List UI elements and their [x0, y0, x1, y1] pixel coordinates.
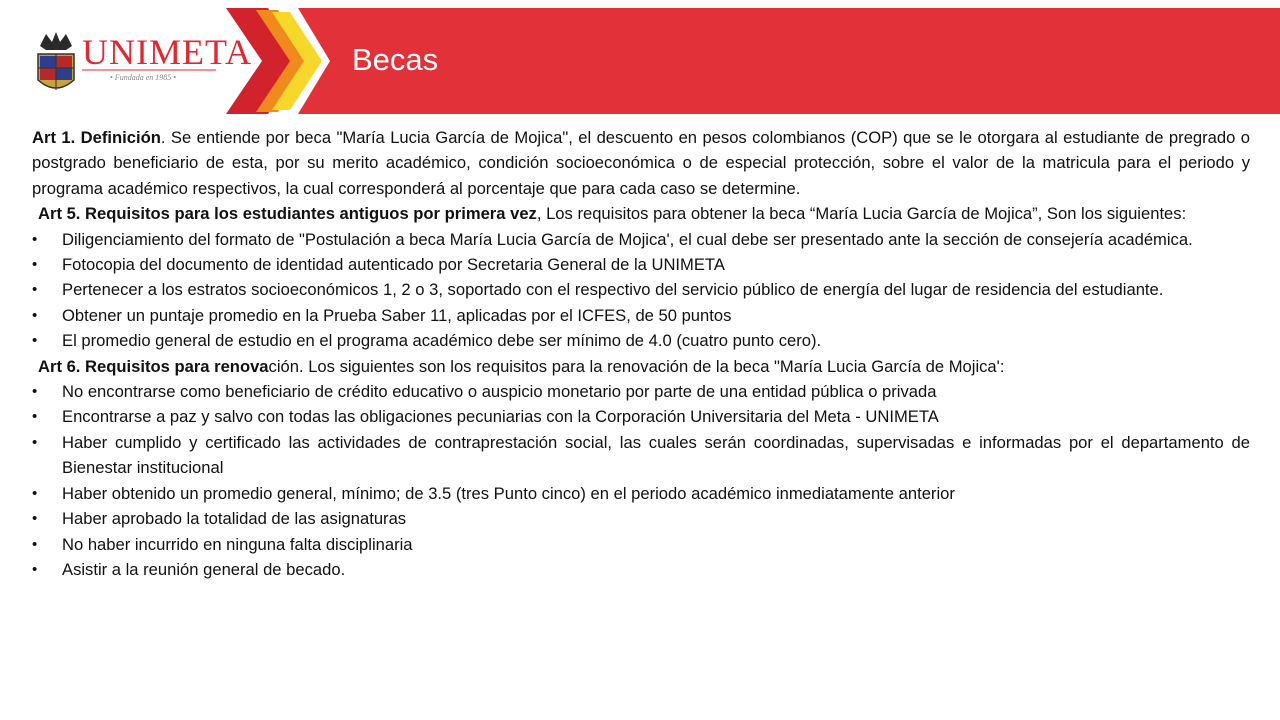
art6-paragraph	[32, 354, 1250, 379]
list-item: • El promedio general de estudio en el programa académico debe ser mínimo de 4.0 (cuatro punto cero).	[32, 328, 1250, 353]
logo-wordmark: UNIMETA	[82, 32, 253, 72]
slide-body	[32, 125, 1250, 582]
art6-requirements-list	[32, 379, 1250, 582]
list-item: • Haber aprobado la totalidad de las asignaturas	[32, 506, 1250, 531]
art1-paragraph	[32, 125, 1250, 201]
list-item: • Asistir a la reunión general de becado.	[32, 557, 1250, 582]
list-item: • Obtener un puntaje promedio en la Prueba Saber 11, aplicadas por el ICFES, de 50 puntos	[32, 303, 1250, 328]
list-item: • Haber obtenido un promedio general, mínimo; de 3.5 (tres Punto cinco) en el periodo académico inmediatamente anterior	[32, 481, 1250, 506]
list-item: • Pertenecer a los estratos socioeconómicos 1, 2 o 3, soportado con el respectivo del servicio público de energía del lugar de residencia del estudiante.	[32, 277, 1250, 302]
list-item: • No haber incurrido en ninguna falta disciplinaria	[32, 532, 1250, 557]
list-item: • Haber cumplido y certificado las actividades de contraprestación social, las cuales serán coordinadas, supervisadas e informadas por el departamento de Bienestar institucional	[32, 430, 1250, 481]
art5-text: , Los requisitos para obtener la beca “María Lucia García de Mojica”, Son los siguientes:	[536, 204, 1187, 224]
art1-text: . Se entiende por beca "María Lucia García de Mojica", el descuento en pesos colombianos (COP) que se le otorgara al estudiante de pregrado o postgrado beneficiario de esta, por su merito académico, condición socioeconómica o de especial protección, sobre el valor de la matricula para el periodo y programa académico respectivos, la cual corresponderá al porcentaje que para cada caso se determine.	[32, 128, 1251, 198]
art5-heading: Art 5. Requisitos para los estudiantes antiguos por primera vez	[38, 204, 537, 224]
crest-icon	[38, 32, 74, 90]
list-item: • Diligenciamiento del formato de "Postulación a beca María Lucia García de Mojica', el cual debe ser presentado ante la sección de consejería académica.	[32, 227, 1250, 252]
list-item: • Encontrarse a paz y salvo con todas las obligaciones pecuniarias con la Corporación Universitaria del Meta - UNIMETA	[32, 404, 1250, 429]
art6-heading: Art 6. Requisitos para renova	[38, 356, 269, 376]
art5-paragraph	[32, 201, 1250, 226]
logo-tagline: • Fundada en 1985 •	[110, 73, 177, 82]
list-item: • Fotocopia del documento de identidad autenticado por Secretaria General de la UNIMETA	[32, 252, 1250, 277]
art1-heading: Art 1. Definición	[32, 128, 161, 147]
page-title: Becas	[352, 42, 439, 77]
title-band	[298, 8, 1280, 114]
list-item: • No encontrarse como beneficiario de crédito educativo o auspicio monetario por parte de una entidad pública o privada	[32, 379, 1250, 404]
art5-requirements-list	[32, 227, 1250, 354]
art6-text: ción. Los siguientes son los requisitos para la renovación de la beca "María Lucia García de Mojica':	[268, 356, 1005, 376]
